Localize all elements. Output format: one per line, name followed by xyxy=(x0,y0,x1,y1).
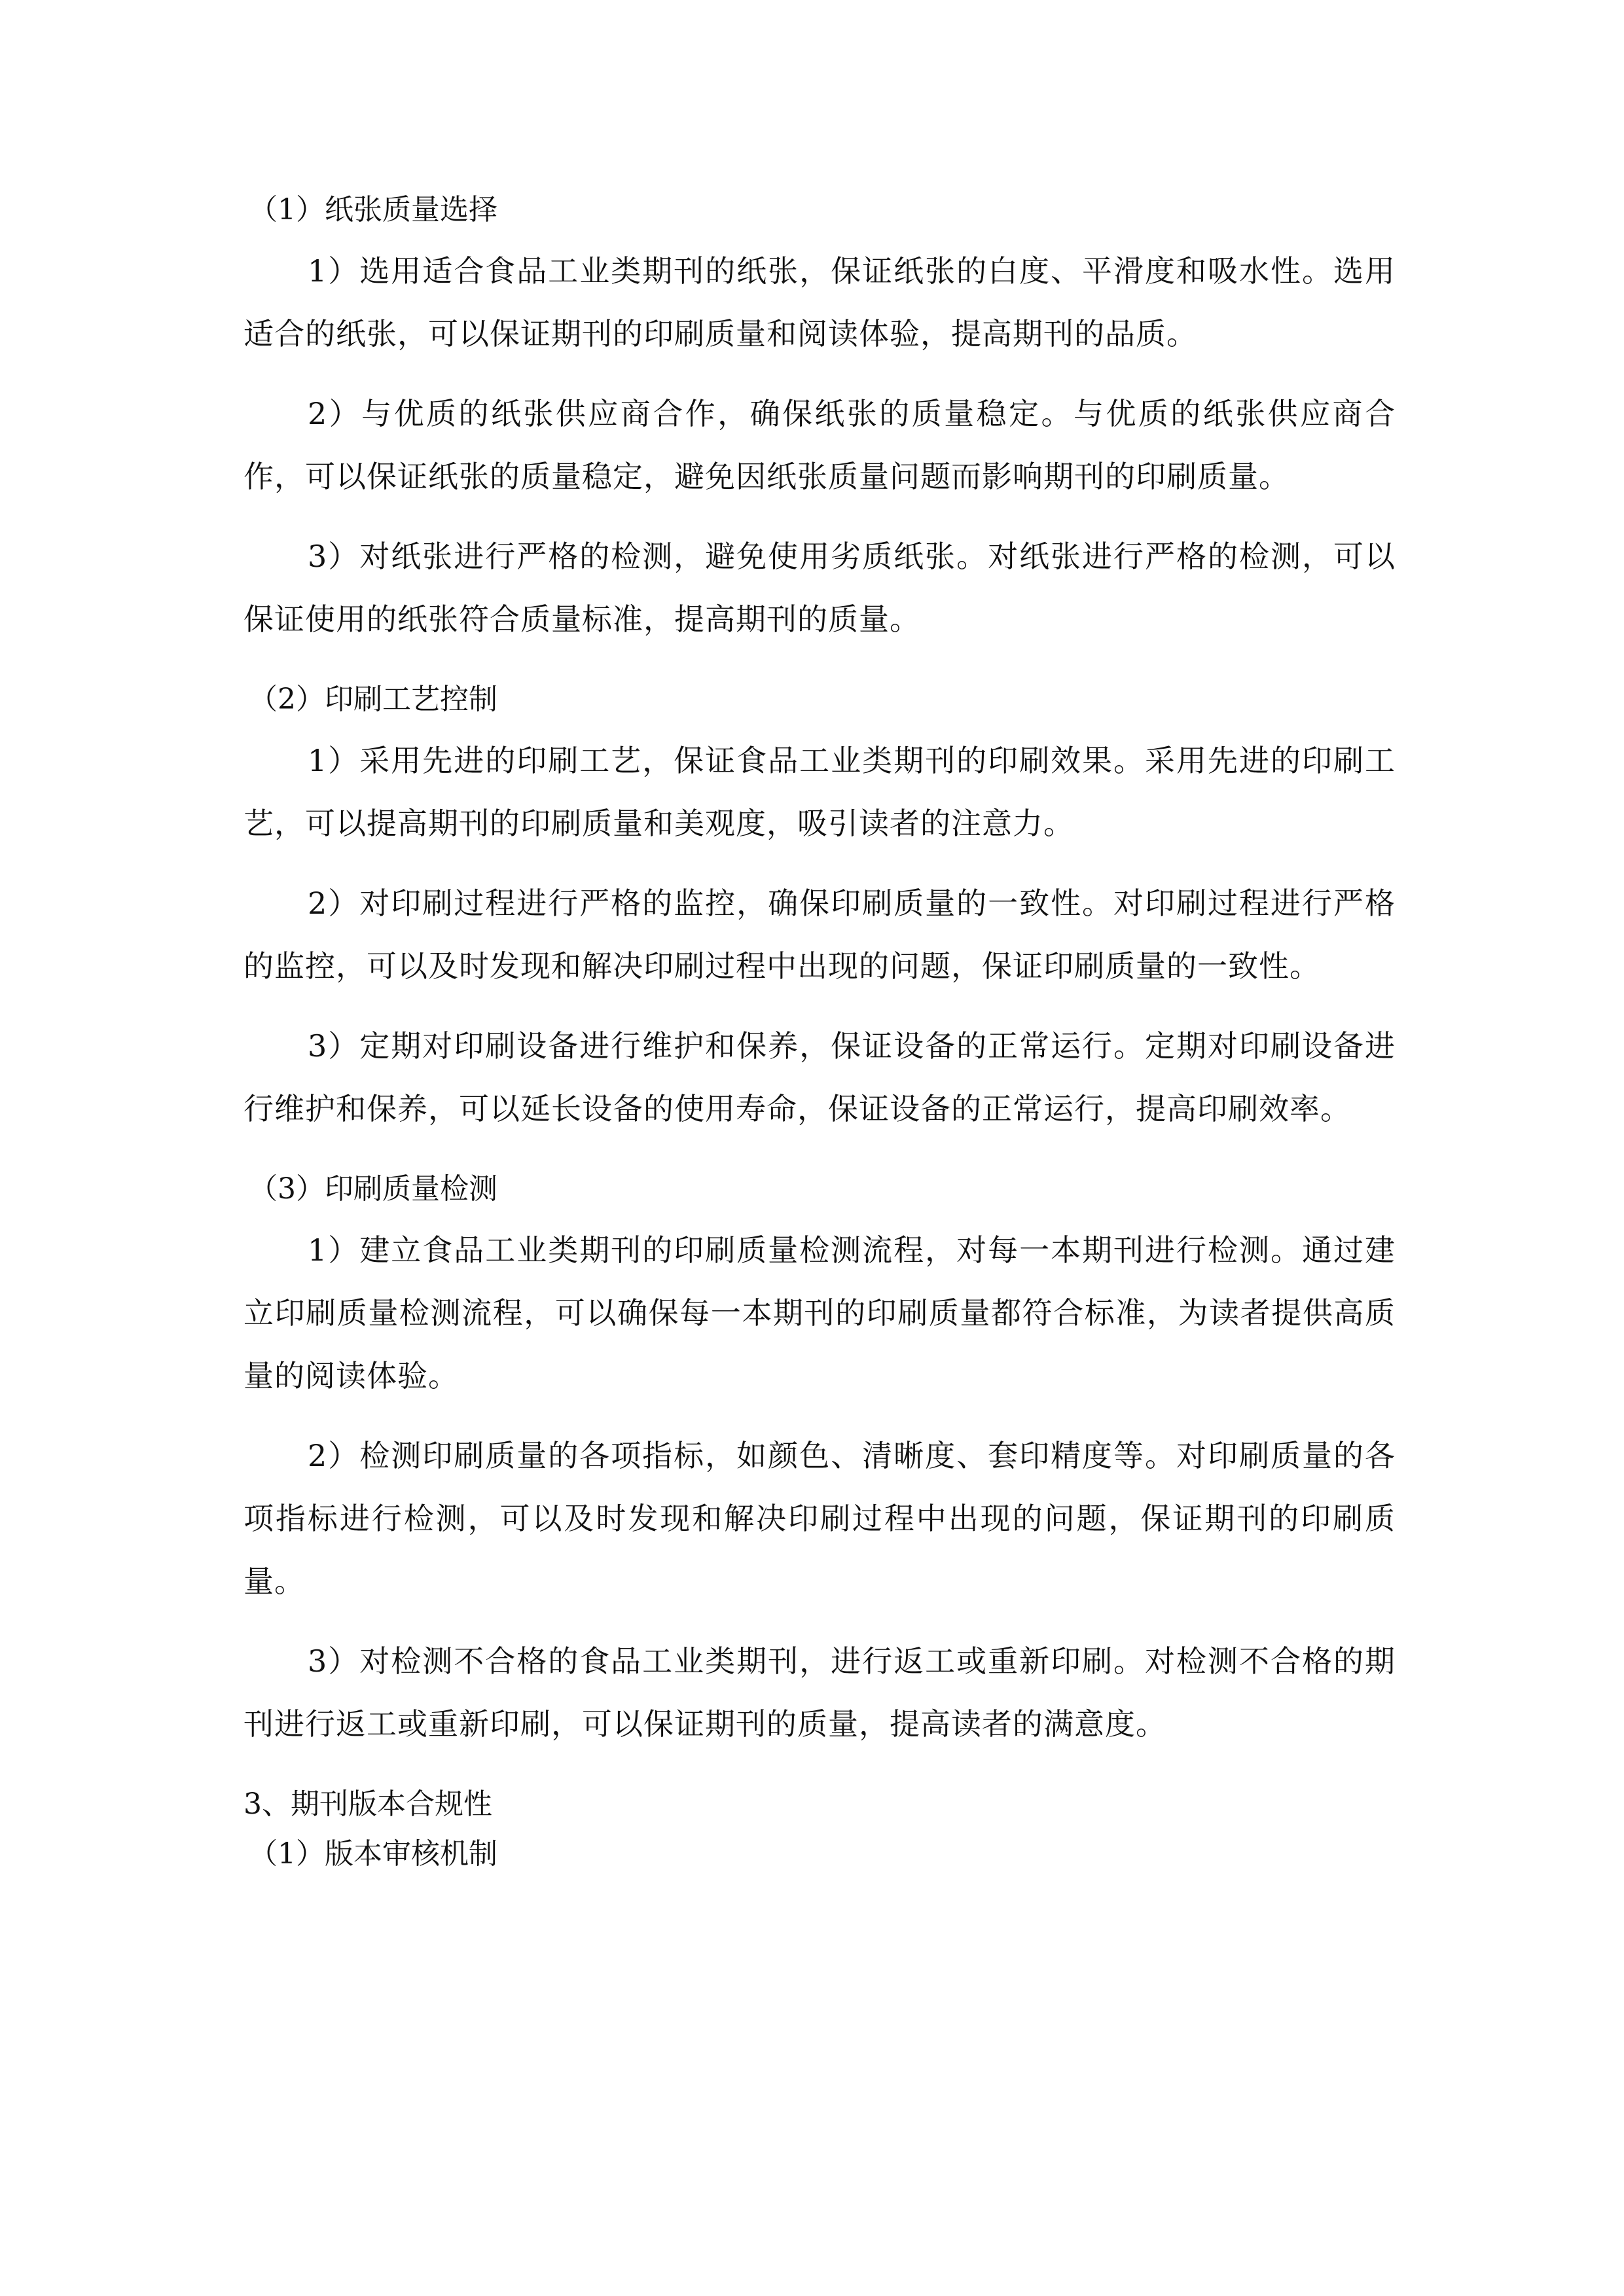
paragraph: 2）与优质的纸张供应商合作，确保纸张的质量稳定。与优质的纸张供应商合作，可以保证纸张的质量稳定，避免因纸张质量问题而影响期刊的印刷质量。 xyxy=(244,396,1396,494)
paragraph: 1）选用适合食品工业类期刊的纸张，保证纸张的白度、平滑度和吸水性。选用适合的纸张，可以保证期刊的印刷质量和阅读体验，提高期刊的品质。 xyxy=(244,253,1396,351)
section-title: 3、期刊版本合规性 xyxy=(244,1787,492,1821)
paragraph: 3）对检测不合格的食品工业类期刊，进行返工或重新印刷。对检测不合格的期刊进行返工或重新印刷，可以保证期刊的质量，提高读者的满意度。 xyxy=(244,1643,1396,1742)
subsection-heading: （3）印刷质量检测 xyxy=(249,1172,497,1206)
document-body xyxy=(244,190,1396,1874)
subsection-heading: （2）印刷工艺控制 xyxy=(249,683,497,716)
paragraph: 2）对印刷过程进行严格的监控，确保印刷质量的一致性。对印刷过程进行严格的监控，可以及时发现和解决印刷过程中出现的问题，保证印刷质量的一致性。 xyxy=(244,886,1396,984)
paragraph: 2）检测印刷质量的各项指标，如颜色、清晰度、套印精度等。对印刷质量的各项指标进行检测，可以及时发现和解决印刷过程中出现的问题，保证期刊的印刷质量。 xyxy=(244,1438,1396,1599)
paragraph: 3）对纸张进行严格的检测，避免使用劣质纸张。对纸张进行严格的检测，可以保证使用的纸张符合质量标准，提高期刊的质量。 xyxy=(244,539,1396,637)
subsection-heading: （1）纸张质量选择 xyxy=(249,193,497,226)
paragraph: 1）采用先进的印刷工艺，保证食品工业类期刊的印刷效果。采用先进的印刷工艺，可以提高期刊的印刷质量和美观度，吸引读者的注意力。 xyxy=(244,743,1396,841)
subsection-heading: （1）版本审核机制 xyxy=(249,1837,497,1871)
paragraph: 1）建立食品工业类期刊的印刷质量检测流程，对每一本期刊进行检测。通过建立印刷质量检测流程，可以确保每一本期刊的印刷质量都符合标准，为读者提供高质量的阅读体验。 xyxy=(244,1232,1396,1393)
paragraph: 3）定期对印刷设备进行维护和保养，保证设备的正常运行。定期对印刷设备进行维护和保养，可以延长设备的使用寿命，保证设备的正常运行，提高印刷效率。 xyxy=(244,1028,1396,1126)
